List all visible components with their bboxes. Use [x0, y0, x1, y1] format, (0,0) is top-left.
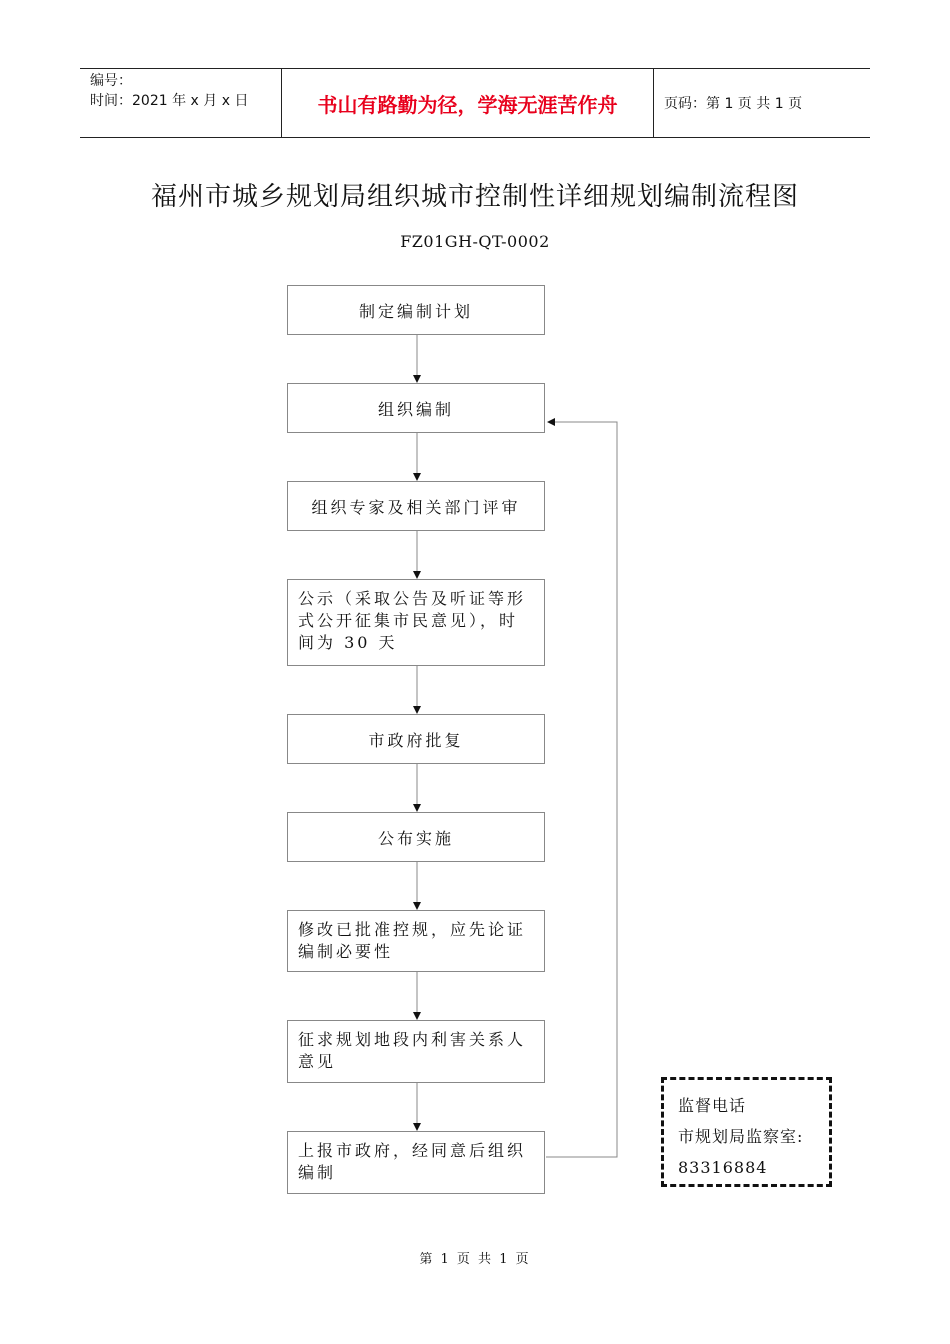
step-expert-review: 组织专家及相关部门评审: [287, 481, 545, 531]
supervision-contact: [661, 1077, 832, 1187]
feedback-loop: [546, 422, 617, 1157]
step-organize: 组织编制: [287, 383, 545, 433]
step-public-notice: 公示（采取公告及听证等形式公开征集市民意见），时间为 30 天: [287, 579, 545, 666]
page-info: 页码：第 1 页 共 1 页: [664, 96, 803, 112]
step-make-plan: 制定编制计划: [287, 285, 545, 335]
contact-phone: 83316884: [678, 1158, 768, 1177]
step-publish: 公布实施: [287, 812, 545, 862]
contact-title: 监督电话: [678, 1096, 747, 1115]
motto: 书山有路勤为径，学海无涯苦作舟: [281, 69, 654, 137]
document-code: FZ01GH-QT-0002: [400, 232, 550, 251]
step-report-government: 上报市政府，经同意后组织编制: [287, 1131, 545, 1194]
step-revise-justify: 修改已批准控规，应先论证编制必要性: [287, 910, 545, 972]
time-label: 时间：2021 年 x 月 x 日: [90, 93, 249, 109]
step-government-approval: 市政府批复: [287, 714, 545, 764]
contact-office: 市规划局监察室:: [678, 1127, 804, 1146]
page-title: 福州市城乡规划局组织城市控制性详细规划编制流程图: [150, 182, 799, 212]
page-footer: 第 1 页 共 1 页: [419, 1252, 531, 1267]
step-consult-stakeholders: 征求规划地段内利害关系人意见: [287, 1020, 545, 1083]
number-label: 编号：: [90, 73, 132, 89]
